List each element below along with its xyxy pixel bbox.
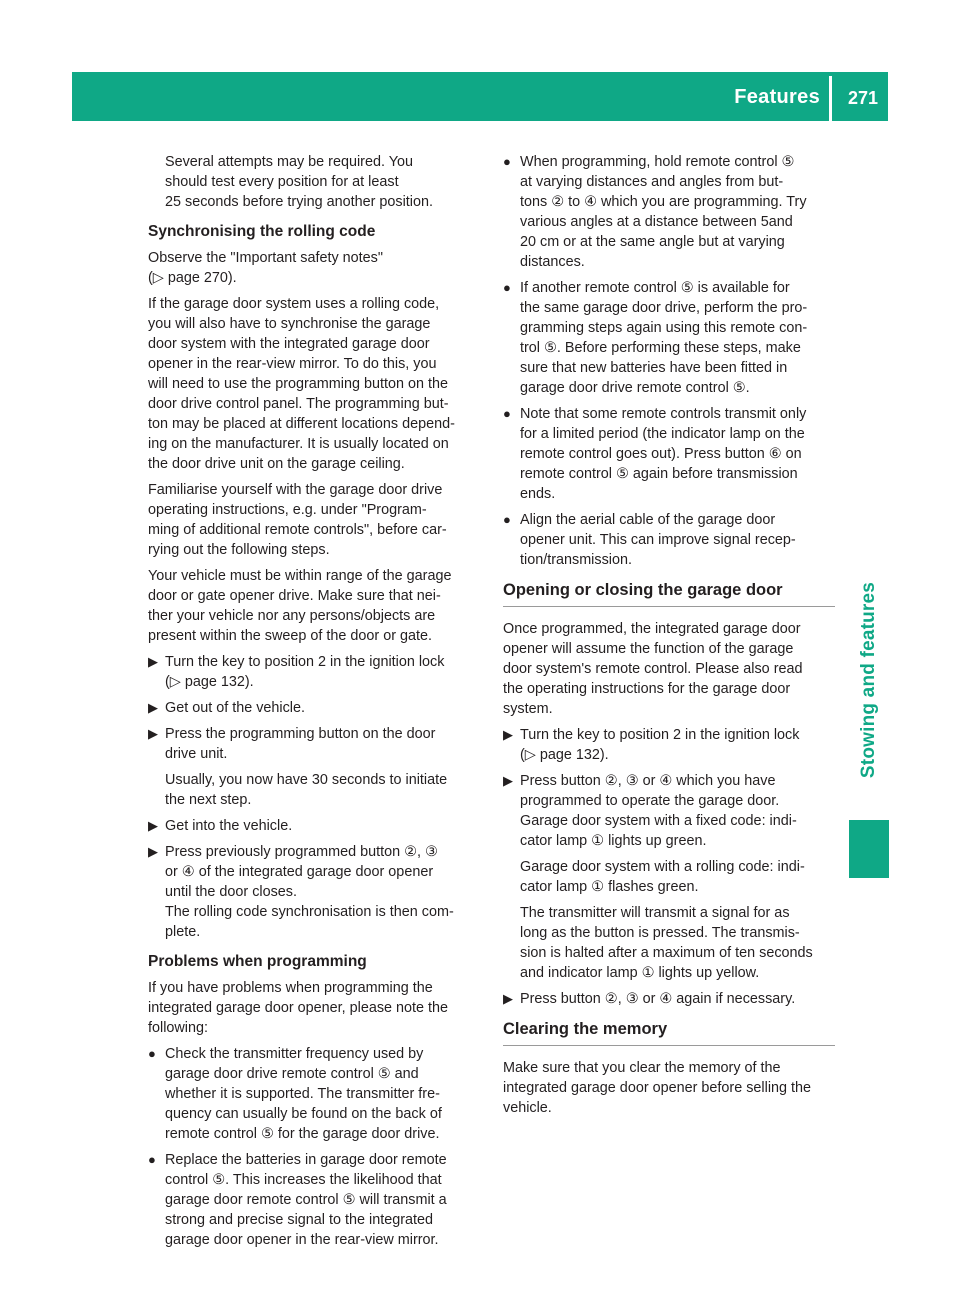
paragraph-line: rying out the following steps.	[148, 542, 330, 558]
side-tab-marker	[849, 820, 889, 878]
intro-line: Several attempts may be required. You	[165, 154, 413, 170]
paragraph-line: the operating instructions for the garage door	[503, 681, 791, 697]
bullet-icon: ●	[503, 280, 511, 295]
step-item: ▶ Turn the key to position 2 in the ignition lock (▷ page 132).	[148, 654, 445, 690]
step-arrow-icon: ▶	[503, 773, 513, 788]
paragraph-line: opener will assume the function of the garage	[503, 641, 794, 657]
paragraph-line: the door drive unit on the garage ceiling.	[148, 456, 405, 472]
paragraph-line: If you have problems when programming the	[148, 980, 433, 996]
step-arrow-icon: ▶	[148, 844, 158, 859]
paragraph-line: operating instructions, e.g. under "Program-	[148, 502, 427, 518]
paragraph-line: ton may be placed at different locations depend-	[148, 416, 455, 432]
intro-line: should test every position for at least	[165, 174, 399, 190]
list-item: ● When programming, hold remote control ⑤ at varying distances and angles from but- tons ② to ④ which you are programming. Try various angles at a distance between 5and 20 cm or at the same angle but at varying distances.	[503, 154, 807, 270]
paragraph-line: system.	[503, 701, 553, 717]
step-arrow-icon: ▶	[503, 991, 513, 1006]
paragraph-line: door system's remote control. Please also read	[503, 661, 803, 677]
bullet-icon: ●	[148, 1152, 156, 1167]
header-bar	[72, 72, 888, 121]
page-reference: (▷ page 270).	[148, 270, 237, 286]
list-item: ● Align the aerial cable of the garage door opener unit. This can improve signal recep- tion/transmission.	[503, 512, 796, 568]
step-item: ▶ Get into the vehicle.	[148, 818, 293, 834]
step-arrow-icon: ▶	[148, 700, 158, 715]
heading-opening: Opening or closing the garage door	[503, 581, 783, 599]
step-arrow-icon: ▶	[148, 818, 158, 833]
section-title: Features	[734, 86, 820, 108]
bullet-icon: ●	[503, 512, 511, 527]
step-arrow-icon: ▶	[148, 726, 158, 741]
paragraph-line: Once programmed, the integrated garage door	[503, 621, 801, 637]
heading-synchronising: Synchronising the rolling code	[148, 223, 376, 240]
step-item: ▶ Press button ②, ③ or ④ again if necessary.	[503, 991, 796, 1007]
paragraph-line: you will also have to synchronise the garage	[148, 316, 431, 332]
bullet-icon: ●	[148, 1046, 156, 1061]
paragraph-line: Observe the "Important safety notes"	[148, 250, 383, 266]
step-arrow-icon: ▶	[503, 727, 513, 742]
paragraph-line: Your vehicle must be within range of the garage	[148, 568, 452, 584]
paragraph-line: integrated garage door opener before selling the	[503, 1080, 812, 1096]
paragraph-line: opener in the rear-view mirror. To do this, you	[148, 356, 437, 372]
paragraph-line: door system with the integrated garage door	[148, 336, 430, 352]
heading-rule	[503, 1045, 835, 1046]
paragraph-line: Familiarise yourself with the garage door drive	[148, 482, 443, 498]
list-item: ● Replace the batteries in garage door remote control ⑤. This increases the likelihood that garage door remote control ⑤ will transmit a strong and precise signal to the integrated garage door opener in the rear-view mirror.	[148, 1152, 447, 1248]
paragraph-line: ing on the manufacturer. It is usually located on	[148, 436, 449, 452]
paragraph-line: ther your vehicle nor any persons/objects are	[148, 608, 436, 624]
paragraph-line: door drive control panel. The programming but-	[148, 396, 449, 412]
paragraph-line: door or gate opener drive. Make sure that nei-	[148, 588, 441, 604]
heading-clearing: Clearing the memory	[503, 1020, 668, 1038]
paragraph-line: integrated garage door opener, please note the	[148, 1000, 449, 1016]
step-item: ▶ Get out of the vehicle.	[148, 700, 305, 716]
heading-rule	[503, 606, 835, 607]
paragraph-line: present within the sweep of the door or gate.	[148, 628, 432, 644]
list-item: ● Note that some remote controls transmit only for a limited period (the indicator lamp on the remote control goes out). Press button ⑥ on remote control ⑤ again before transmission ends.	[503, 406, 807, 502]
header-divider	[829, 76, 832, 121]
paragraph-line: Make sure that you clear the memory of the	[503, 1060, 781, 1076]
list-item: ● Check the transmitter frequency used by garage door drive remote control ⑤ and whether it is supported. The transmitter fre- quency can usually be found on the back of remote control ⑤ for the garage door drive.	[148, 1046, 442, 1142]
step-item: ▶ Press the programming button on the door drive unit. Usually, you now have 30 seconds to initiate the next step.	[148, 726, 448, 808]
list-item: ● If another remote control ⑤ is available for the same garage door drive, perform the pro- gramming steps again using this remote con- trol ⑤. Before performing these steps, make sure that new batteries have been fitted in garage door drive remote control ⑤.	[503, 280, 808, 396]
step-arrow-icon: ▶	[148, 654, 158, 669]
paragraph-line: If the garage door system uses a rolling code,	[148, 296, 440, 312]
page-number: 271	[847, 88, 878, 108]
paragraph-line: following:	[148, 1020, 208, 1036]
left-column	[148, 152, 482, 1250]
bullet-icon: ●	[503, 406, 511, 421]
right-column	[503, 152, 835, 1118]
paragraph-line: will need to use the programming button on the	[148, 376, 448, 392]
paragraph-line: vehicle.	[503, 1100, 552, 1116]
step-item: ▶ Press button ②, ③ or ④ which you have programmed to operate the garage door. Garage door system with a fixed code: indi- cator lamp ① lights up green. Garage door system with a rolling code: indi- cator lamp ① flashes green. The transmitter will transmit a signal for as long as the button is pressed. The transmis- sion is halted after a maximum of ten seconds and indicator lamp ① lights up yellow.	[503, 773, 813, 981]
heading-problems: Problems when programming	[148, 953, 367, 970]
paragraph-line: ming of additional remote controls", before car-	[148, 522, 447, 538]
intro-line: 25 seconds before trying another position.	[165, 194, 433, 210]
step-item: ▶ Press previously programmed button ②, ③ or ④ of the integrated garage door opener until the door closes. The rolling code synchronisation is then com- plete.	[148, 844, 454, 940]
bullet-icon: ●	[503, 154, 511, 169]
step-item: ▶ Turn the key to position 2 in the ignition lock (▷ page 132).	[503, 727, 800, 763]
